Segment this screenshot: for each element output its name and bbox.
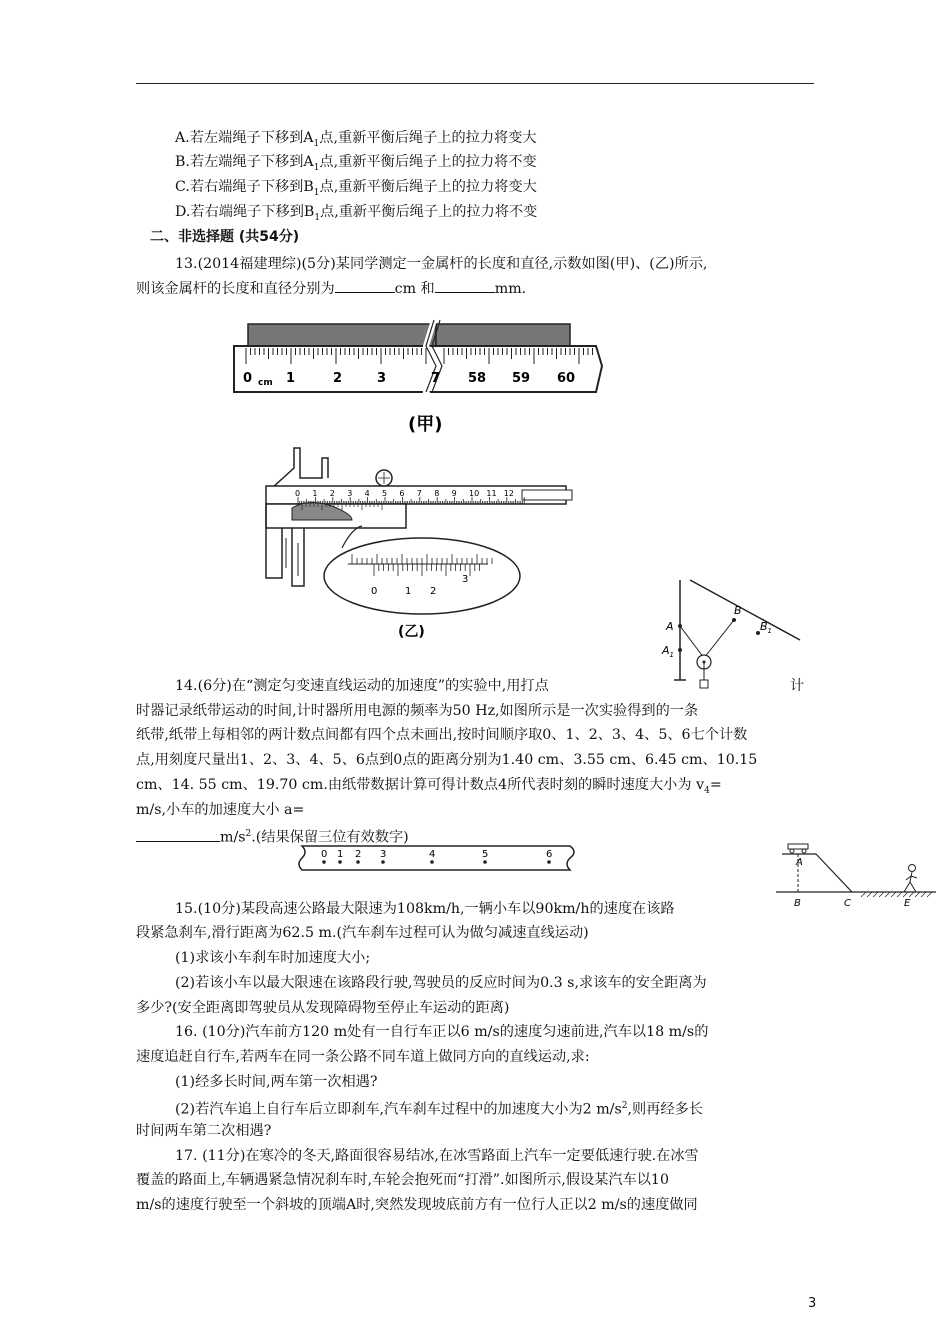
q13-line2: 则该金属杆的长度和直径分别为 cm 和 mm. bbox=[136, 278, 526, 299]
tape-label: 2 bbox=[355, 849, 362, 860]
answer-blank[interactable] bbox=[435, 278, 495, 293]
caliper-main-label: 2 bbox=[329, 489, 335, 498]
q14-line6: m/s,小车的加速度大小 a= bbox=[136, 802, 305, 818]
tape-dot bbox=[483, 860, 487, 864]
header-rule bbox=[136, 83, 814, 84]
q14-line5: cm、14. 55 cm、19.70 cm.由纸带数据计算可得计数点4所代表时刻的瞬时速度大小为 $v_4=$ bbox=[136, 777, 722, 796]
ruler-figure bbox=[230, 318, 610, 438]
option-b: B.若左端绳子下移到$A_1$点,重新平衡后绳子上的拉力将不变 bbox=[175, 154, 537, 173]
pulley-label-a: A bbox=[666, 620, 674, 633]
pulley-label-b: B bbox=[734, 604, 742, 617]
q15-line5: 多少?(安全距离即驾驶员从发现障碍物至停止车运动的距离) bbox=[136, 1000, 510, 1016]
tape-dot bbox=[547, 860, 551, 864]
tape-dot bbox=[381, 860, 385, 864]
tape-figure bbox=[296, 844, 578, 874]
q16-line5: 时间两车第二次相遇? bbox=[136, 1123, 272, 1139]
q15-line3: (1)求该小车刹车时加速度大小; bbox=[175, 950, 371, 966]
ruler-label: 0 bbox=[243, 371, 253, 386]
slope-label-a: A bbox=[796, 857, 803, 868]
q14-line7: $m/s^2$.(结果保留三位有效数字) bbox=[136, 824, 409, 848]
tape-dot bbox=[338, 860, 342, 864]
pulley-figure bbox=[660, 580, 800, 700]
q16-line4: (2)若汽车追上自行车后立即刹车,汽车刹车过程中的加速度大小为2 $m/s^2$,则再经多长 bbox=[175, 1101, 703, 1118]
caliper-main-label: 5 bbox=[382, 489, 388, 498]
tape-label: 6 bbox=[546, 849, 553, 860]
ruler-label: 7 bbox=[431, 371, 441, 386]
q16-line3: (1)经多长时间,两车第一次相遇? bbox=[175, 1074, 378, 1090]
magnifier-label: 3 bbox=[462, 574, 469, 585]
ruler-label: 2 bbox=[333, 371, 343, 386]
page-number: 3 bbox=[808, 1296, 817, 1311]
option-d: D.若右端绳子下移到$B_1$点,重新平衡后绳子上的拉力将不变 bbox=[175, 204, 538, 223]
ruler-label: 59 bbox=[512, 371, 531, 386]
q14-line4: 点,用刻度尺量出1、2、3、4、5、6点到0点的距离分别为1.40 cm、3.55 cm、6.45 cm、10.15 bbox=[136, 752, 758, 768]
ruler-label: 58 bbox=[468, 371, 487, 386]
answer-blank[interactable] bbox=[335, 278, 395, 293]
ruler-label: 1 bbox=[286, 371, 296, 386]
ruler-unit: cm bbox=[258, 378, 273, 388]
tape-dot bbox=[430, 860, 434, 864]
q17-line1: 17. (11分)在寒冷的冬天,路面很容易结冰,在冰雪路面上汽车一定要低速行驶.在冰雪 bbox=[175, 1148, 699, 1164]
caliper-main-label: 7 bbox=[416, 489, 422, 498]
caliper-caption: (乙) bbox=[398, 624, 425, 640]
option-a: A.若左端绳子下移到$A_1$点,重新平衡后绳子上的拉力将变大 bbox=[175, 130, 537, 149]
caliper-main-label: 6 bbox=[399, 489, 405, 498]
q14-line2: 时器记录纸带运动的时间,计时器所用电源的频率为50 Hz,如图所示是一次实验得到的一条 bbox=[136, 703, 699, 719]
tape-label: 5 bbox=[482, 849, 489, 860]
section-heading: 二、非选择题 (共54分) bbox=[150, 229, 300, 245]
caliper-main-label: 0 bbox=[295, 489, 301, 498]
caliper-main-label: 10 bbox=[469, 489, 480, 498]
q14-line3: 纸带,纸带上每相邻的两计数点间都有四个点未画出,按时间顺序取0、1、2、3、4、5、6七个计数 bbox=[136, 727, 748, 743]
slope-label-b: B bbox=[794, 898, 801, 909]
caliper-main-label: 3 bbox=[347, 489, 353, 498]
caliper-main-label: 4 bbox=[364, 489, 370, 498]
slope-label-e: E bbox=[904, 898, 911, 909]
caliper-main-label: 9 bbox=[451, 489, 457, 498]
tape-label: 0 bbox=[321, 849, 328, 860]
q15-line1: 15.(10分)某段高速公路最大限速为108km/h,一辆小车以90km/h的速度在该路 bbox=[175, 901, 675, 917]
q17-line2: 覆盖的路面上,车辆遇紧急情况刹车时,车轮会抱死而“打滑”.如图所示,假设某汽车以10 bbox=[136, 1172, 669, 1188]
magnifier-label: 1 bbox=[405, 586, 412, 597]
option-c: C.若右端绳子下移到$B_1$点,重新平衡后绳子上的拉力将变大 bbox=[175, 179, 537, 198]
caliper-main-label: 8 bbox=[434, 489, 440, 498]
q13-line1: 13.(2014福建理综)(5分)某同学测定一金属杆的长度和直径,示数如图(甲)、(乙)所示, bbox=[175, 256, 708, 272]
ruler-caption: (甲) bbox=[408, 414, 443, 435]
ruler-label: 60 bbox=[557, 371, 576, 386]
slope-figure bbox=[776, 838, 936, 910]
tape-dot bbox=[356, 860, 360, 864]
tape-label: 3 bbox=[380, 849, 387, 860]
q14-line1b: 计 bbox=[790, 678, 805, 694]
caliper-main-label: 1 bbox=[312, 489, 318, 498]
q16-line2: 速度追赶自行车,若两车在同一条公路不同车道上做同方向的直线运动,求: bbox=[136, 1049, 590, 1065]
tape-label: 1 bbox=[337, 849, 344, 860]
tape-label: 4 bbox=[429, 849, 436, 860]
tape-dot bbox=[322, 860, 326, 864]
pulley-label-a1: $A_1$ bbox=[662, 644, 674, 659]
magnifier-label: 2 bbox=[430, 586, 437, 597]
magnifier-label: 0 bbox=[371, 586, 378, 597]
q17-line3: m/s的速度行驶至一个斜坡的顶端A时,突然发现坡底前方有一位行人正以2 m/s的速度做同 bbox=[136, 1197, 698, 1213]
slope-label-c: C bbox=[844, 898, 851, 909]
q16-line1: 16. (10分)汽车前方120 m处有一自行车正以6 m/s的速度匀速前进,汽车以18 m/s的 bbox=[175, 1024, 709, 1040]
caliper-main-label: 12 bbox=[503, 489, 514, 498]
caliper-main-label: 11 bbox=[486, 489, 497, 498]
q15-line2: 段紧急刹车,滑行距离为62.5 m.(汽车刹车过程可认为做匀减速直线运动) bbox=[136, 925, 589, 941]
q14-line1a: 14.(6分)在“测定匀变速直线运动的加速度”的实验中,用打点 bbox=[175, 678, 549, 694]
ruler-label: 3 bbox=[377, 371, 387, 386]
caliper-figure bbox=[262, 448, 582, 648]
q15-line4: (2)若该小车以最大限速在该路段行驶,驾驶员的反应时间为0.3 s,求该车的安全距离为 bbox=[175, 975, 707, 991]
pulley-label-b1: $B_1$ bbox=[760, 620, 773, 635]
answer-blank[interactable] bbox=[136, 827, 220, 842]
